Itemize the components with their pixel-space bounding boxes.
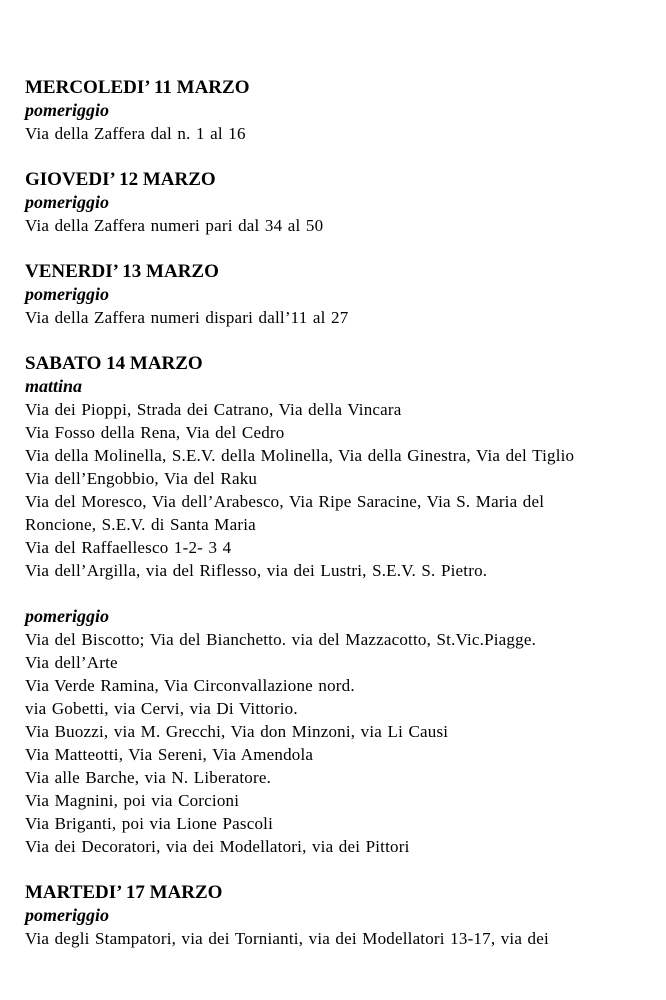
street-line: Via della Zaffera numeri dispari dall’11 al 27: [25, 308, 349, 327]
street-lines: [25, 398, 642, 582]
day-section: [25, 76, 642, 145]
period-label: pomeriggio: [25, 284, 109, 304]
schedule-sections: [25, 76, 642, 950]
day-section: [25, 168, 642, 237]
period-block: [25, 283, 642, 329]
period-blocks: [25, 283, 642, 329]
street-lines: [25, 214, 642, 237]
period-label: pomeriggio: [25, 100, 109, 120]
period-blocks: [25, 904, 642, 950]
day-header: SABATO 14 MARZO: [25, 353, 203, 374]
day-header: VENERDI’ 13 MARZO: [25, 261, 219, 282]
street-line: Via Magnini, poi via Corcioni: [25, 791, 240, 810]
period-block: [25, 99, 642, 145]
street-line: Via Buozzi, via M. Grecchi, Via don Minzoni, via Li Causi: [25, 722, 449, 741]
street-line: Roncione, S.E.V. di Santa Maria: [25, 515, 256, 534]
street-line: Via Verde Ramina, Via Circonvallazione nord.: [25, 676, 355, 695]
street-line: Via dei Decoratori, via dei Modellatori, via dei Pittori: [25, 837, 410, 856]
period-label: pomeriggio: [25, 606, 109, 626]
period-block: [25, 904, 642, 950]
street-line: via Gobetti, via Cervi, via Di Vittorio.: [25, 699, 298, 718]
day-header: GIOVEDI’ 12 MARZO: [25, 169, 216, 190]
period-block: [25, 375, 642, 582]
street-lines: [25, 306, 642, 329]
street-line: Via Matteotti, Via Sereni, Via Amendola: [25, 745, 314, 764]
street-line: Via della Zaffera numeri pari dal 34 al 50: [25, 216, 324, 235]
street-line: Via degli Stampatori, via dei Tornianti, via dei Modellatori 13-17, via dei: [25, 929, 549, 948]
period-label: pomeriggio: [25, 905, 109, 925]
period-blocks: [25, 375, 642, 858]
street-line: Via del Moresco, Via dell’Arabesco, Via Ripe Saracine, Via S. Maria del: [25, 492, 545, 511]
street-line: Via del Biscotto; Via del Bianchetto. via del Mazzacotto, St.Vic.Piagge.: [25, 630, 537, 649]
period-label: mattina: [25, 376, 83, 396]
period-blocks: [25, 99, 642, 145]
street-line: Via dell’Arte: [25, 653, 118, 672]
street-line: Via alle Barche, via N. Liberatore.: [25, 768, 272, 787]
street-lines: [25, 927, 642, 950]
street-line: Via dell’Engobbio, Via del Raku: [25, 469, 258, 488]
period-block: [25, 191, 642, 237]
day-section: [25, 881, 642, 950]
period-block: [25, 605, 642, 858]
street-line: Via Briganti, poi via Lione Pascoli: [25, 814, 273, 833]
street-lines: [25, 122, 642, 145]
day-header: MARTEDI’ 17 MARZO: [25, 882, 223, 903]
day-header: MERCOLEDI’ 11 MARZO: [25, 77, 250, 98]
street-line: Via dei Pioppi, Strada dei Catrano, Via della Vincara: [25, 400, 402, 419]
street-line: Via della Zaffera dal n. 1 al 16: [25, 124, 246, 143]
street-line: Via Fosso della Rena, Via del Cedro: [25, 423, 285, 442]
day-section: [25, 352, 642, 858]
day-section: [25, 260, 642, 329]
period-blocks: [25, 191, 642, 237]
street-line: Via del Raffaellesco 1-2- 3 4: [25, 538, 232, 557]
street-line: Via della Molinella, S.E.V. della Molinella, Via della Ginestra, Via del Tiglio: [25, 446, 575, 465]
period-label: pomeriggio: [25, 192, 109, 212]
street-lines: [25, 628, 642, 858]
street-line: Via dell’Argilla, via del Riflesso, via dei Lustri, S.E.V. S. Pietro.: [25, 561, 488, 580]
